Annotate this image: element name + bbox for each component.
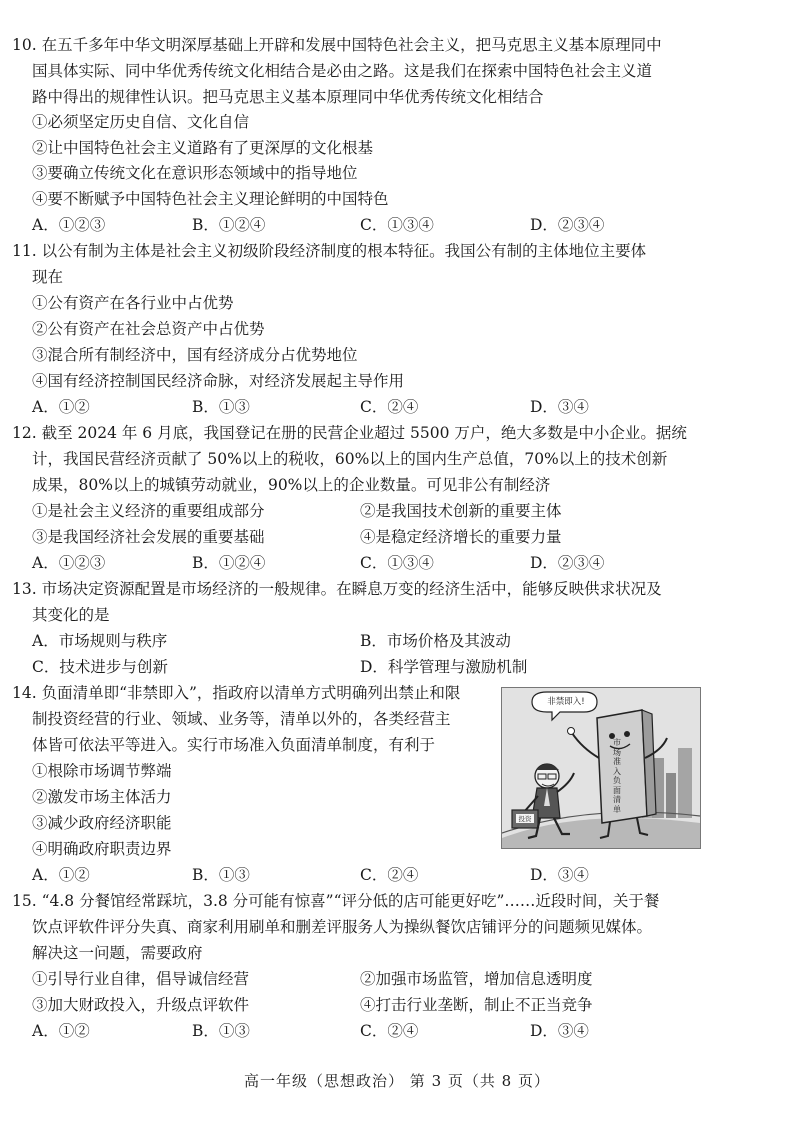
- speech-bubble-text: 非禁即入!: [547, 697, 585, 707]
- q13-stem-line: 13. 市场决定资源配置是市场经济的一般规律。在瞬息万变的经济生活中，能够反映供求状况及: [12, 580, 662, 598]
- q14-item: ④明确政府职责边界: [32, 840, 172, 858]
- q15-stem-line: 饮点评软件评分失真、商家利用刷单和删差评服务人为操纵餐饮店铺评分的问题频见媒体。: [32, 918, 653, 936]
- q13-option-c: C．技术进步与创新: [32, 658, 168, 676]
- q15-stem-line: 15. “4.8 分餐馆经常踩坑，3.8 分可能有惊喜”“评分低的店可能更好吃”……近段时间，关于餐: [12, 892, 660, 910]
- q13-option-d: D．科学管理与激励机制: [360, 658, 528, 676]
- q13-option-b: B．市场价格及其波动: [360, 632, 511, 650]
- q12-stem-line: 计，我国民营经济贡献了 50%以上的税收，60%以上的国内生产总值，70%以上的技术创新: [32, 450, 668, 468]
- q10-stem-line: 路中得出的规律性认识。把马克思主义基本原理同中华优秀传统文化相结合: [32, 88, 544, 106]
- q10-item: ①必须坚定历史自信、文化自信: [32, 113, 250, 131]
- q12-stem-line: 12. 截至 2024 年 6 月底，我国登记在册的民营企业超过 5500 万户，绝大多数是中小企业。据统: [12, 424, 687, 442]
- q11-option-c: C．②④: [360, 398, 419, 416]
- q10-stem-line: 10. 在五千多年中华文明深厚基础上开辟和发展中国特色社会主义，把马克思主义基本原理同中: [12, 36, 662, 54]
- q12-option-c: C．①③④: [360, 554, 434, 572]
- q15-item: ②加强市场监管，增加信息透明度: [360, 970, 593, 988]
- q11-stem-line: 11. 以公有制为主体是社会主义初级阶段经济制度的根本特征。我国公有制的主体地位主要体: [12, 242, 647, 260]
- q14-item: ②激发市场主体活力: [32, 788, 172, 806]
- q10-item: ②让中国特色社会主义道路有了更深厚的文化根基: [32, 139, 374, 157]
- q10-option-b: B．①②④: [192, 216, 266, 234]
- q11-item: ①公有资产在各行业中占优势: [32, 294, 234, 312]
- q11-item: ②公有资产在社会总资产中占优势: [32, 320, 265, 338]
- negative-list-cartoon: [501, 687, 701, 849]
- q15-option-b: B．①③: [192, 1022, 250, 1040]
- q12-item: ④是稳定经济增长的重要力量: [360, 528, 562, 546]
- briefcase-label: 投资: [518, 815, 532, 823]
- q14-stem-line: 制投资经营的行业、领域、业务等，清单以外的，各类经营主: [32, 710, 451, 728]
- q10-option-d: D．②③④: [530, 216, 605, 234]
- page-footer: 高一年级（思想政治） 第 3 页（共 8 页）: [244, 1072, 550, 1090]
- q10-item: ④要不断赋予中国特色社会主义理论鲜明的中国特色: [32, 190, 389, 208]
- q12-stem-line: 成果，80%以上的城镇劳动就业，90%以上的企业数量。可见非公有制经济: [32, 476, 551, 494]
- q15-item: ①引导行业自律，倡导诚信经营: [32, 970, 250, 988]
- q12-option-b: B．①②④: [192, 554, 266, 572]
- cartoon-drawing: [502, 688, 700, 848]
- q15-stem-line: 解决这一问题，需要政府: [32, 944, 203, 962]
- q11-option-a: A．①②: [32, 398, 90, 416]
- q12-item: ①是社会主义经济的重要组成部分: [32, 502, 265, 520]
- q14-item: ③减少政府经济职能: [32, 814, 172, 832]
- q11-option-d: D．③④: [530, 398, 589, 416]
- q12-option-a: A．①②③: [32, 554, 106, 572]
- q11-item: ④国有经济控制国民经济命脉，对经济发展起主导作用: [32, 372, 405, 390]
- q15-option-c: C．②④: [360, 1022, 419, 1040]
- q15-option-d: D．③④: [530, 1022, 589, 1040]
- board-label: 市场准入负面清单: [613, 738, 621, 814]
- q11-option-b: B．①③: [192, 398, 250, 416]
- q10-option-c: C．①③④: [360, 216, 434, 234]
- q14-option-c: C．②④: [360, 866, 419, 884]
- q14-option-b: B．①③: [192, 866, 250, 884]
- q12-item: ③是我国经济社会发展的重要基础: [32, 528, 265, 546]
- q14-option-d: D．③④: [530, 866, 589, 884]
- q10-stem-line: 国具体实际、同中华优秀传统文化相结合是必由之路。这是我们在探索中国特色社会主义道: [32, 62, 653, 80]
- q15-item: ④打击行业垄断，制止不正当竞争: [360, 996, 593, 1014]
- q14-option-a: A．①②: [32, 866, 90, 884]
- q13-stem-line: 其变化的是: [32, 606, 110, 624]
- q10-option-a: A．①②③: [32, 216, 106, 234]
- q13-option-a: A．市场规则与秩序: [32, 632, 168, 650]
- q15-option-a: A．①②: [32, 1022, 90, 1040]
- q15-item: ③加大财政投入，升级点评软件: [32, 996, 250, 1014]
- q12-option-d: D．②③④: [530, 554, 605, 572]
- q14-item: ①根除市场调节弊端: [32, 762, 172, 780]
- q10-item: ③要确立传统文化在意识形态领域中的指导地位: [32, 164, 358, 182]
- q12-item: ②是我国技术创新的重要主体: [360, 502, 562, 520]
- q11-stem-line: 现在: [32, 268, 64, 286]
- q14-stem-line: 体皆可依法平等进入。实行市场准入负面清单制度，有利于: [32, 736, 436, 754]
- q11-item: ③混合所有制经济中，国有经济成分占优势地位: [32, 346, 358, 364]
- q14-stem-line: 14. 负面清单即“非禁即入”，指政府以清单方式明确列出禁止和限: [12, 684, 461, 702]
